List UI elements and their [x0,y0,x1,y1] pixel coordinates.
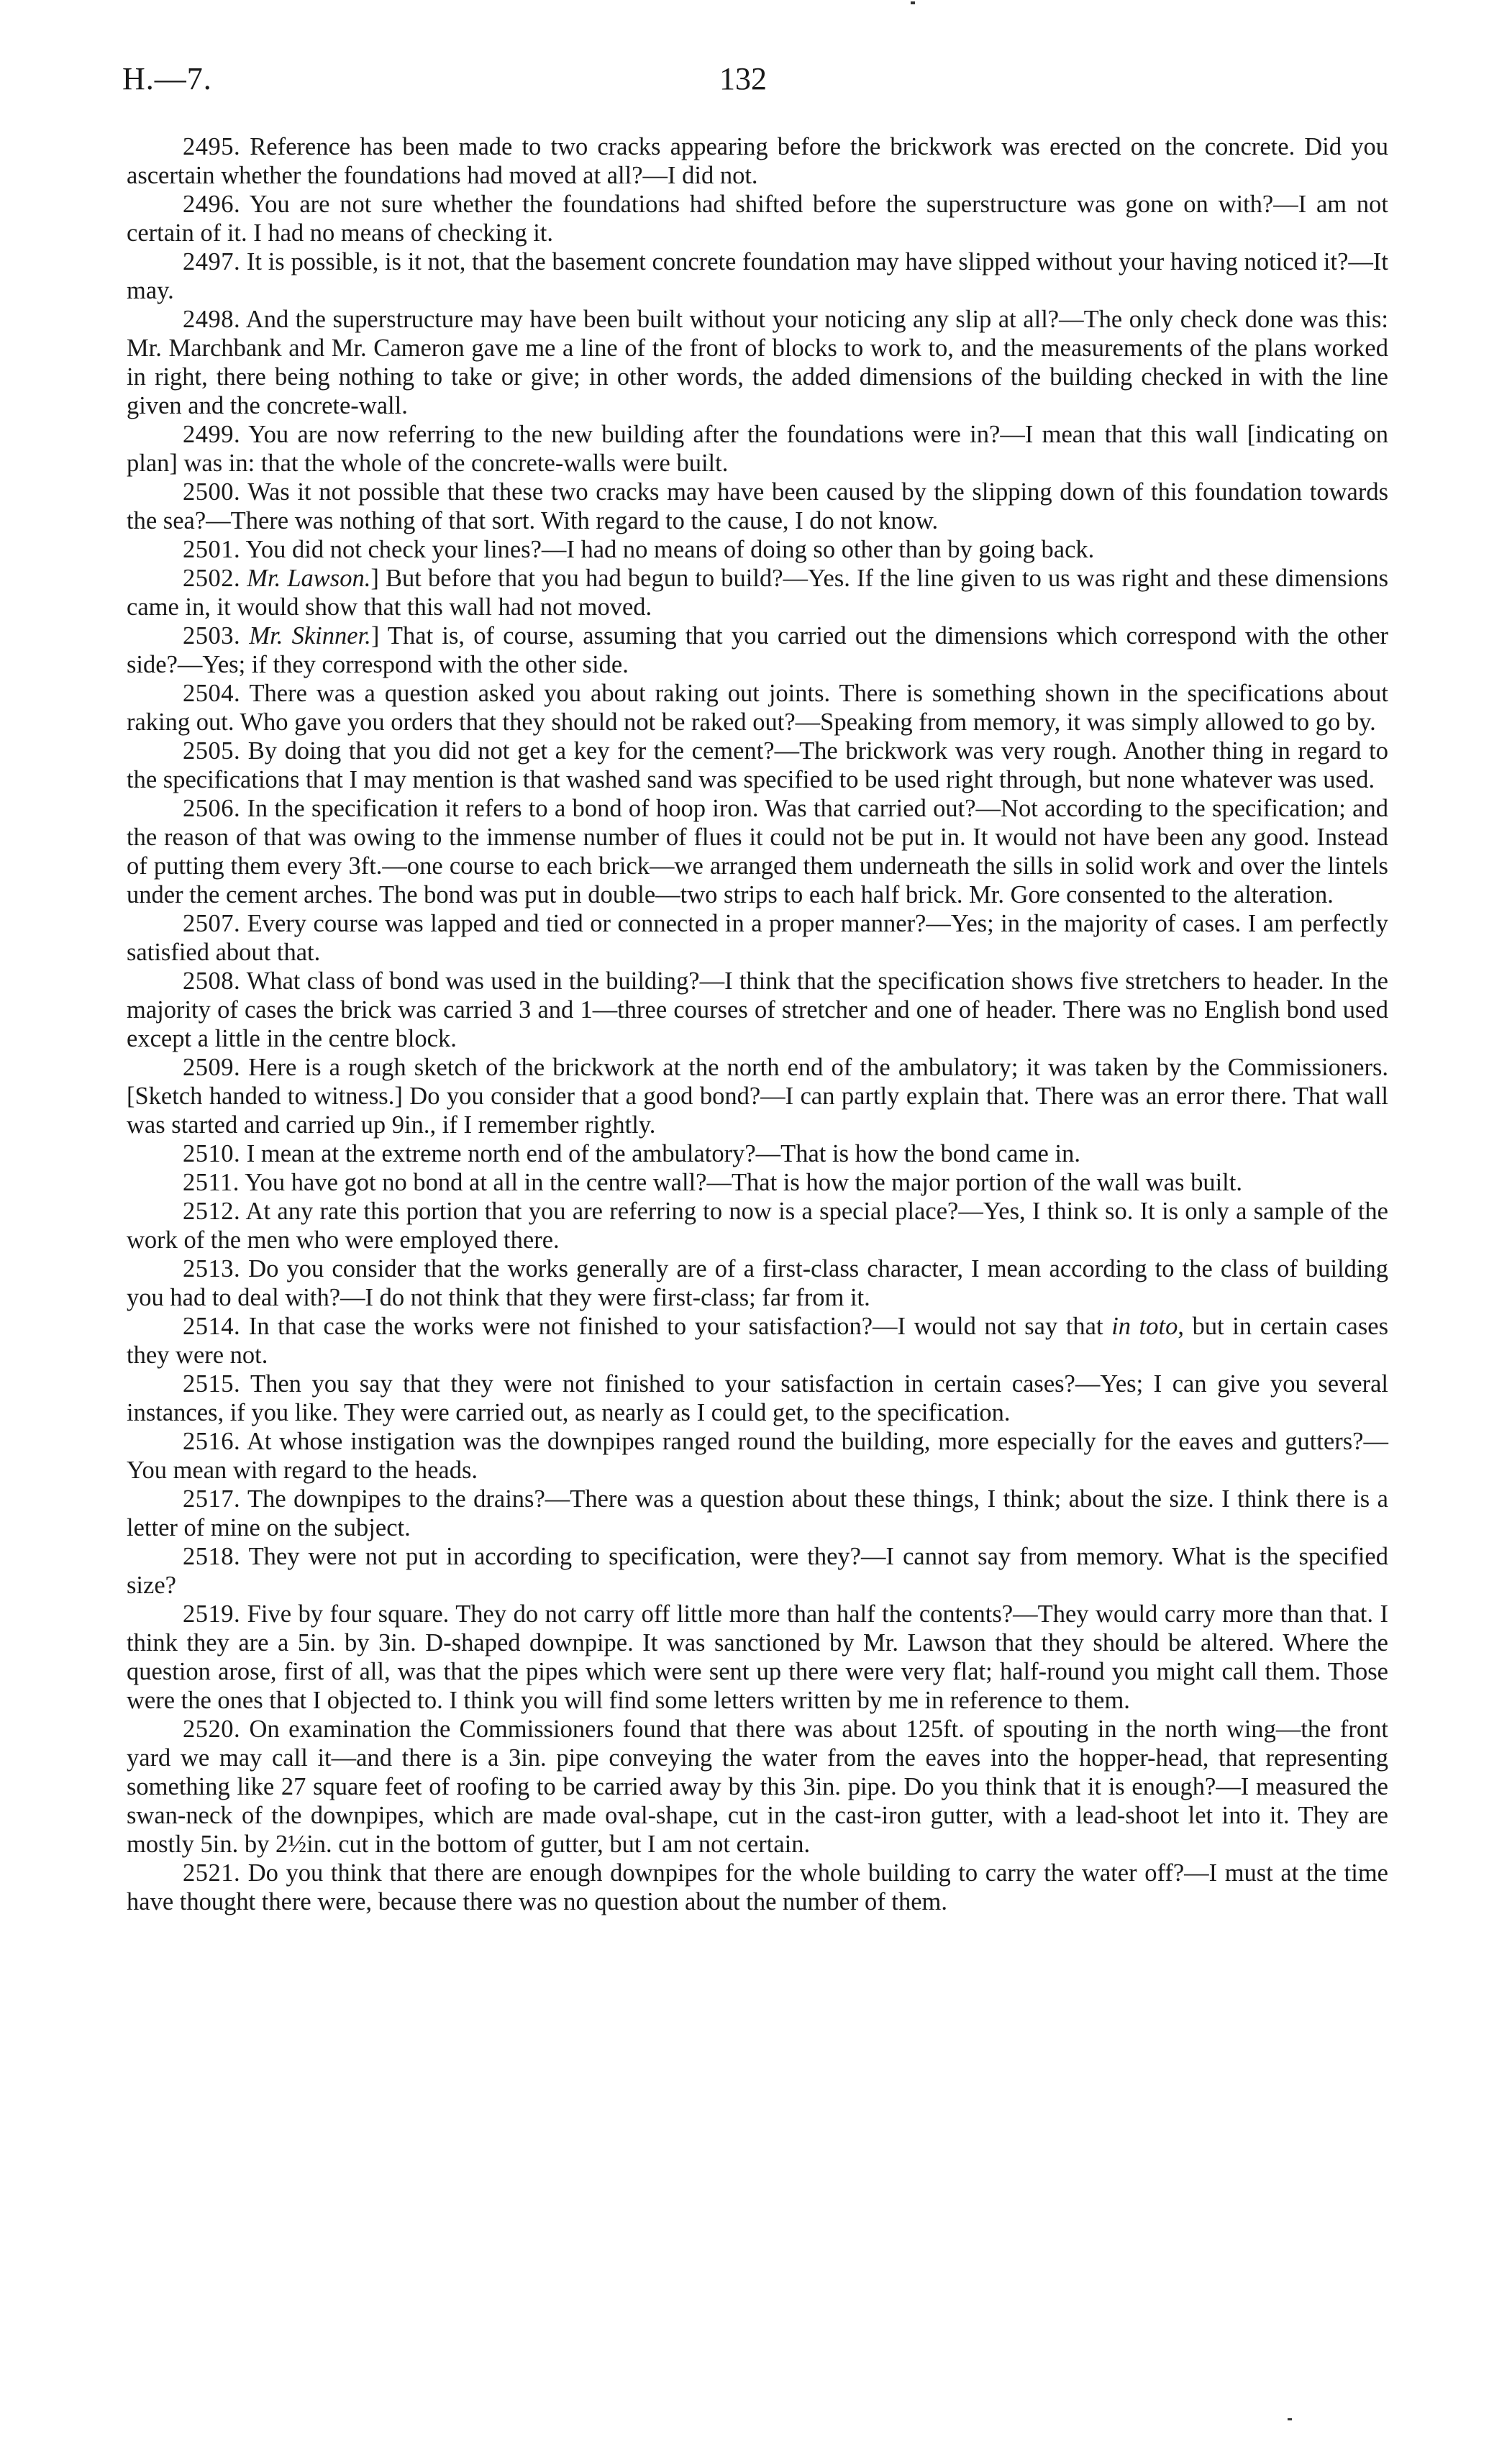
question-number: 2498. [183,306,241,333]
page-number: 132 [719,61,767,96]
question-paragraph [127,1254,1388,1312]
question-number: 2495. [183,133,241,160]
question-number: 2499. [183,421,241,448]
page-header [122,60,1388,111]
question-paragraph [127,132,1388,190]
question-paragraph [127,1485,1388,1542]
speaker-name: Mr. Skinner. [249,622,371,650]
question-number: 2511. [183,1169,240,1196]
question-number: 2504. [183,680,241,707]
paragraph-text: In that case the works were not finished to your satisfaction?—I would not say that [240,1313,1112,1340]
question-paragraph [127,478,1388,535]
question-paragraph [127,420,1388,478]
question-number: 2519. [183,1600,241,1628]
question-paragraph [127,794,1388,909]
paragraph-text: Five by four square. They do not carry off little more than half the contents?—They would carry more than that. I think they are a 5in. by 3in. D-shaped downpipe. It was sanctioned by Mr. Lawson that they should be altered. Where the question arose, first of all, was that the pipes which were sent up there were very flat; half-round you might call them. Those were the ones that I objected to. I think you will find some letters written by me in reference to them. [127,1600,1388,1714]
scan-mark-bottom [1288,2418,1292,2420]
question-number: 2506. [183,795,241,822]
question-number: 2505. [183,737,241,765]
question-paragraph [127,564,1388,621]
paragraph-text: Reference has been made to two cracks appearing before the brickwork was erected on the concrete. Did you ascertain whether the foundations had moved at all?—I did not. [127,133,1388,189]
question-number: 2500. [183,478,241,506]
paragraph-text: What class of bond was used in the building?—I think that the specification shows five stretchers to header. In the majority of cases the brick was carried 3 and 1—three courses of stretcher and one of header. There was no English bond used except a little in the centre block. [127,967,1388,1052]
paragraph-text: You have got no bond at all in the centre wall?—That is how the major portion of the wall was built. [239,1169,1242,1196]
paragraph-text: Every course was lapped and tied or connected in a proper manner?—Yes; in the majority of cases. I am perfectly satisfied about that. [127,910,1388,966]
question-paragraph [127,1859,1388,1916]
question-number: 2510. [183,1140,241,1167]
question-paragraph [127,535,1388,564]
question-paragraph [127,247,1388,305]
paragraph-text: Do you consider that the works generally are of a first-class character, I mean according to the class of building you had to deal with?—I do not think that they were first-class; far from it. [127,1255,1388,1311]
question-number: 2501. [183,536,241,563]
question-paragraph [127,679,1388,737]
paragraph-text: I mean at the extreme north end of the ambulatory?—That is how the bond came in. [240,1140,1080,1167]
question-paragraph [127,1427,1388,1485]
paragraph-text: Was it not possible that these two cracks may have been caused by the slipping down of this foundation towards the sea?—There was nothing of that sort. With regard to the cause, I do not know. [127,478,1388,534]
italic-phrase: in toto [1111,1313,1178,1340]
question-paragraph [127,190,1388,247]
question-paragraph [127,1715,1388,1859]
paragraph-text: ] That is, of course, assuming that you carried out the dimensions which correspond with the other side?—Yes; if they correspond with the other side. [127,622,1389,678]
paragraph-text: ] But before that you had begun to build?—Yes. If the line given to us was right and these dimensions came in, it would show that this wall had not moved. [127,565,1389,621]
paragraph-text: The downpipes to the drains?—There was a question about these things, I think; about the size. I think there is a letter of mine on the subject. [127,1485,1388,1541]
speaker-name: Mr. Lawson. [247,565,371,592]
question-paragraph [127,305,1388,420]
question-number: 2512. [183,1198,241,1225]
question-number: 2502. [183,565,241,592]
paragraph-text: They were not put in according to specification, were they?—I cannot say from memory. What is the specified size? [127,1543,1388,1599]
paragraph-text: There was a question asked you about raking out joints. There is something shown in the specifications about raking out. Who gave you orders that they should not be raked out?—Speaking from memory, it was simply allowed to go by. [127,680,1388,736]
question-number: 2507. [183,910,241,937]
question-paragraph [127,1197,1388,1254]
paragraph-text: On examination the Commissioners found that there was about 125ft. of spouting in the north wing—the front yard we may call it—and there is a 3in. pipe conveying the water from the eaves into the hopper-head, that representing something like 27 square feet of roofing to be carried away by this 3in. pipe. Do you think that it is enough?—I measured the swan-neck of the downpipes, which are made oval-shape, cut in the cast-iron gutter, with a lead-shoot let into it. They are mostly 5in. by 2½in. cut in the bottom of gutter, but I am not certain. [127,1715,1388,1858]
paragraph-text: Here is a rough sketch of the brickwork at the north end of the ambulatory; it was taken by the Commissioners. [Sketch handed to witness.] Do you consider that a good bond?—I can partly explain that. There was an error there. That wall was started and carried up 9in., if I remember rightly. [127,1054,1388,1139]
paragraph-text: At whose instigation was the downpipes ranged round the building, more especially for the eaves and gutters?—You mean with regard to the heads. [127,1428,1388,1484]
question-paragraph [127,909,1388,967]
question-paragraph [127,1168,1388,1197]
question-paragraph [127,1370,1388,1427]
question-number: 2517. [183,1485,241,1513]
paragraph-text: It is possible, is it not, that the basement concrete foundation may have slipped without your having noticed it?—It may. [127,248,1388,304]
paragraph-text: And the superstructure may have been built without your noticing any slip at all?—The only check done was this: Mr. Marchbank and Mr. Cameron gave me a line of the front of blocks to work to, and the measurements of the plans worked in right, there being nothing to take or give; in other words, the added dimensions of the building checked in with the line given and the concrete-wall. [127,306,1388,419]
paragraph-text: At any rate this portion that you are referring to now is a special place?—Yes, I think so. It is only a sample of the work of the men who were employed there. [127,1198,1388,1254]
paragraph-text: You are now referring to the new building after the foundations were in?—I mean that this wall [indicating on plan] was in: that the whole of the concrete-walls were built. [127,421,1388,477]
question-number: 2513. [183,1255,241,1282]
question-number: 2496. [183,191,241,218]
paragraph-text: Do you think that there are enough downpipes for the whole building to carry the water off?—I must at the time have thought there were, because there was no question about the number of them. [127,1859,1388,1915]
paragraph-text: By doing that you did not get a key for the cement?—The brickwork was very rough. Another thing in regard to the specifications that I may mention is that washed sand was specified to be used right through, but none whatever was used. [127,737,1388,793]
question-paragraph [127,1053,1388,1139]
question-number: 2520. [183,1715,241,1743]
question-paragraph [127,1312,1388,1370]
question-paragraph [127,1542,1388,1600]
question-number: 2508. [183,967,241,995]
scan-mark-top [911,1,915,4]
question-number: 2515. [183,1370,241,1398]
testimony-body [127,132,1388,1916]
document-id: H.—7. [122,61,212,96]
question-number: 2518. [183,1543,241,1570]
paragraph-text: You did not check your lines?—I had no means of doing so other than by going back. [240,536,1095,563]
question-paragraph [127,621,1388,679]
question-number: 2509. [183,1054,241,1081]
question-number: 2497. [183,248,241,275]
paragraph-text-tail: , but in certain cases they were not. [127,1313,1388,1369]
question-paragraph [127,1600,1388,1715]
paragraph-text: In the specification it refers to a bond of hoop iron. Was that carried out?—Not according to the specification; and the reason of that was owing to the immense number of flues it could not be put in. It would not have been any good. Instead of putting them every 3ft.—one course to each brick—we arranged them underneath the sills in solid work and over the lintels under the cement arches. The bond was put in double—two strips to each half brick. Mr. Gore consented to the alteration. [127,795,1388,908]
question-number: 2521. [183,1859,241,1887]
question-number: 2516. [183,1428,241,1455]
question-paragraph [127,1139,1388,1168]
question-paragraph [127,737,1388,794]
question-number: 2503. [183,622,241,650]
question-number: 2514. [183,1313,241,1340]
paragraph-text: Then you say that they were not finished to your satisfaction in certain cases?—Yes; I can give you several instances, if you like. They were carried out, as nearly as I could get, to the specification. [127,1370,1388,1426]
question-paragraph [127,967,1388,1053]
paragraph-text: You are not sure whether the foundations had shifted before the superstructure was gone on with?—I am not certain of it. I had no means of checking it. [127,191,1388,247]
